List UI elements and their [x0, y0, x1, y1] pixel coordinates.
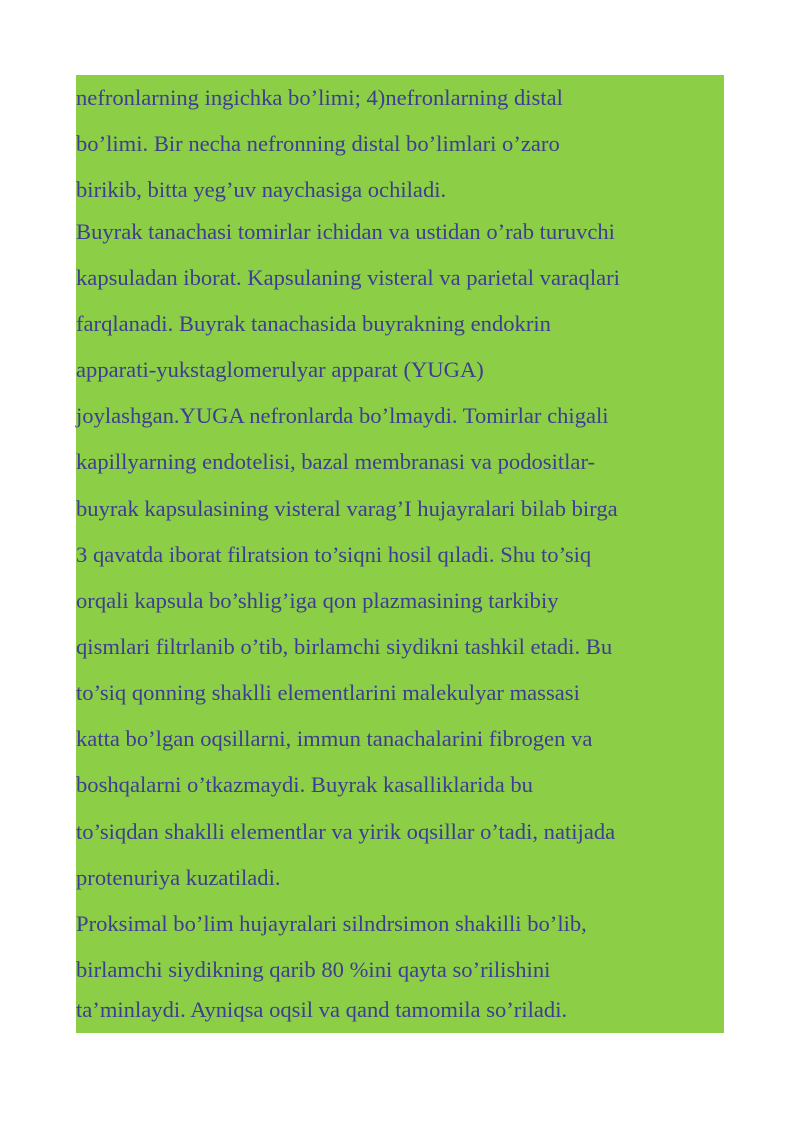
- text-line: ta’minlaydi. Ayniqsa oqsil va qand tamomila so’riladi.: [76, 997, 568, 1022]
- text-line: orqali kapsula bo’shlig’iga qon plazmasining tarkibiy: [76, 588, 559, 613]
- text-line: kapsuladan iborat. Kapsulaning visteral va parietal varaqlari: [76, 265, 620, 290]
- text-line: birikib, bitta yeg’uv naychasiga ochiladi.: [76, 177, 447, 202]
- text-line: apparati-yukstaglomerulyar apparat (YUGA): [76, 357, 484, 382]
- text-line: katta bo’lgan oqsillarni, immun tanachalarini fibrogen va: [76, 726, 593, 751]
- text-line: boshqalarni o’tkazmaydi. Buyrak kasalliklarida bu: [76, 772, 533, 797]
- text-line: buyrak kapsulasining visteral varag’I hujayralari bilab birga: [76, 496, 618, 521]
- text-line: to’siqdan shaklli elementlar va yirik oqsillar o’tadi, natijada: [76, 819, 616, 844]
- text-line: birlamchi siydikning qarib 80 %ini qayta so’rilishini: [76, 957, 551, 982]
- text-line: to’siq qonning shaklli elementlarini malekulyar massasi: [76, 680, 580, 705]
- text-line: bo’limi. Bir necha nefronning distal bo’limlari o’zaro: [76, 131, 560, 156]
- text-line: 3 qavatda iborat filratsion to’siqni hosil qıladi. Shu to’siq: [76, 542, 592, 567]
- highlighted-text-block: [76, 75, 724, 1033]
- text-line: Buyrak tanachasi tomirlar ichidan va ustidan o’rab turuvchi: [76, 219, 615, 244]
- text-line: nefronlarning ingichka bo’limi; 4)nefronlarning distal: [76, 85, 563, 110]
- text-line: joylashgan.YUGA nefronlarda bo’lmaydi. Tomirlar chigali: [76, 403, 609, 428]
- text-line: qismlari filtrlanib o’tib, birlamchi siydikni tashkil etadi. Bu: [76, 634, 613, 659]
- text-line: protenuriya kuzatiladi.: [76, 865, 281, 890]
- text-line: farqlanadi. Buyrak tanachasida buyrakning endokrin: [76, 311, 551, 336]
- text-line: Proksimal bo’lim hujayralari silndrsimon shakilli bo’lib,: [76, 911, 587, 936]
- text-line: kapillyarning endotelisi, bazal membranasi va podositlar-: [76, 449, 596, 474]
